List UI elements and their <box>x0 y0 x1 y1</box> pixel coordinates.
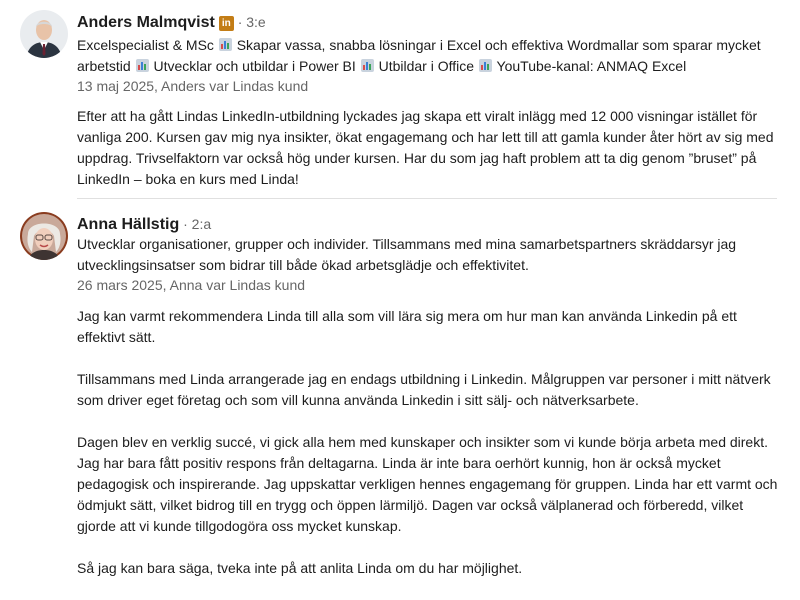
recommendation-paragraph: Jag kan varmt rekommendera Linda till alla som vill lära sig mera om hur man kan använda Linkedin på ett effektivt sätt. <box>77 308 737 345</box>
avatar-anders[interactable] <box>20 10 68 58</box>
name-line-anders <box>77 11 266 34</box>
recommendation-text <box>77 306 782 600</box>
name-line-anna <box>77 213 211 236</box>
avatar-anna[interactable] <box>20 212 68 260</box>
recommendation-text <box>77 106 782 211</box>
recommendation-paragraph: Efter att ha gått Lindas LinkedIn-utbildning lyckades jag skapa ett viralt inlägg med 12 000 visningar istället för vanliga 200. Kursen gav mig nya insikter, ökat engagemang och har lett till att gamla kunder åter hört av sig med uppdrag. Trivselfaktorn var också hög under kursen. Har du som jag haft problem att ta dig genom ”bruset” på LinkedIn – boka en kurs med Linda! <box>77 108 774 187</box>
recommendation-paragraph: Dagen blev en verklig succé, vi gick alla hem med kunskaper och insikter som vi kunde börja arbeta med direkt. Jag har bara fått positiv respons från deltagarna. Linda är inte bara oerhört kunnig, hon är också mycket pedagogisk och inspirerande. Jag uppskattar verkligen hennes engagemang för gruppen. Linda har ett varmt och ödmjukt sätt, vilket bidrog till en trygg och öppen lärmiljö. Dagen var också välplanerad och förberedd, vilket gjorde att vi kunde tillgodogöra oss mycket kunskap. <box>77 434 778 534</box>
bar-chart-emoji-icon <box>361 59 374 72</box>
avatar-anders-image <box>20 10 68 58</box>
recommendation-meta: 13 maj 2025, Anders var Lindas kund <box>77 78 309 94</box>
bar-chart-emoji-icon <box>136 59 149 72</box>
divider <box>77 198 777 199</box>
connection-degree: · 2:a <box>179 216 212 232</box>
person-name[interactable]: Anders Malmqvist <box>77 14 215 31</box>
linkedin-premium-icon: in <box>219 16 234 31</box>
recommendation-meta: 26 mars 2025, Anna var Lindas kund <box>77 277 306 293</box>
headline-anna: Utvecklar organisationer, grupper och individer. Tillsammans med mina samarbetspartners skräddarsyr jag utvecklingsinsatser som bidrar till både ökad arbetsglädje och effektivitet. <box>77 236 737 273</box>
avatar-anna-image <box>20 212 68 260</box>
recommendation-paragraph: Så jag kan bara säga, tveka inte på att anlita Linda om du har möjlighet. <box>77 560 523 576</box>
bar-chart-emoji-icon <box>219 38 232 51</box>
connection-degree: · 3:e <box>233 14 266 30</box>
bar-chart-emoji-icon <box>479 59 492 72</box>
recommendation-paragraph: Tillsammans med Linda arrangerade jag en endags utbildning i Linkedin. Målgruppen var personer i mitt nätverk som driver eget företag och som vill kunna använda Linkedin i sitt sälj- och nätverksarbete. <box>77 371 771 408</box>
headline-anders: Excelspecialist & MSc Skapar vassa, snabba lösningar i Excel och effektiva Wordmallar som sparar mycket arbetstid Utvecklar och utbildar i Power BI Utbildar i Office YouTube-kanal: ANMAQ Excel <box>77 37 761 74</box>
person-name[interactable]: Anna Hällstig <box>77 216 180 233</box>
